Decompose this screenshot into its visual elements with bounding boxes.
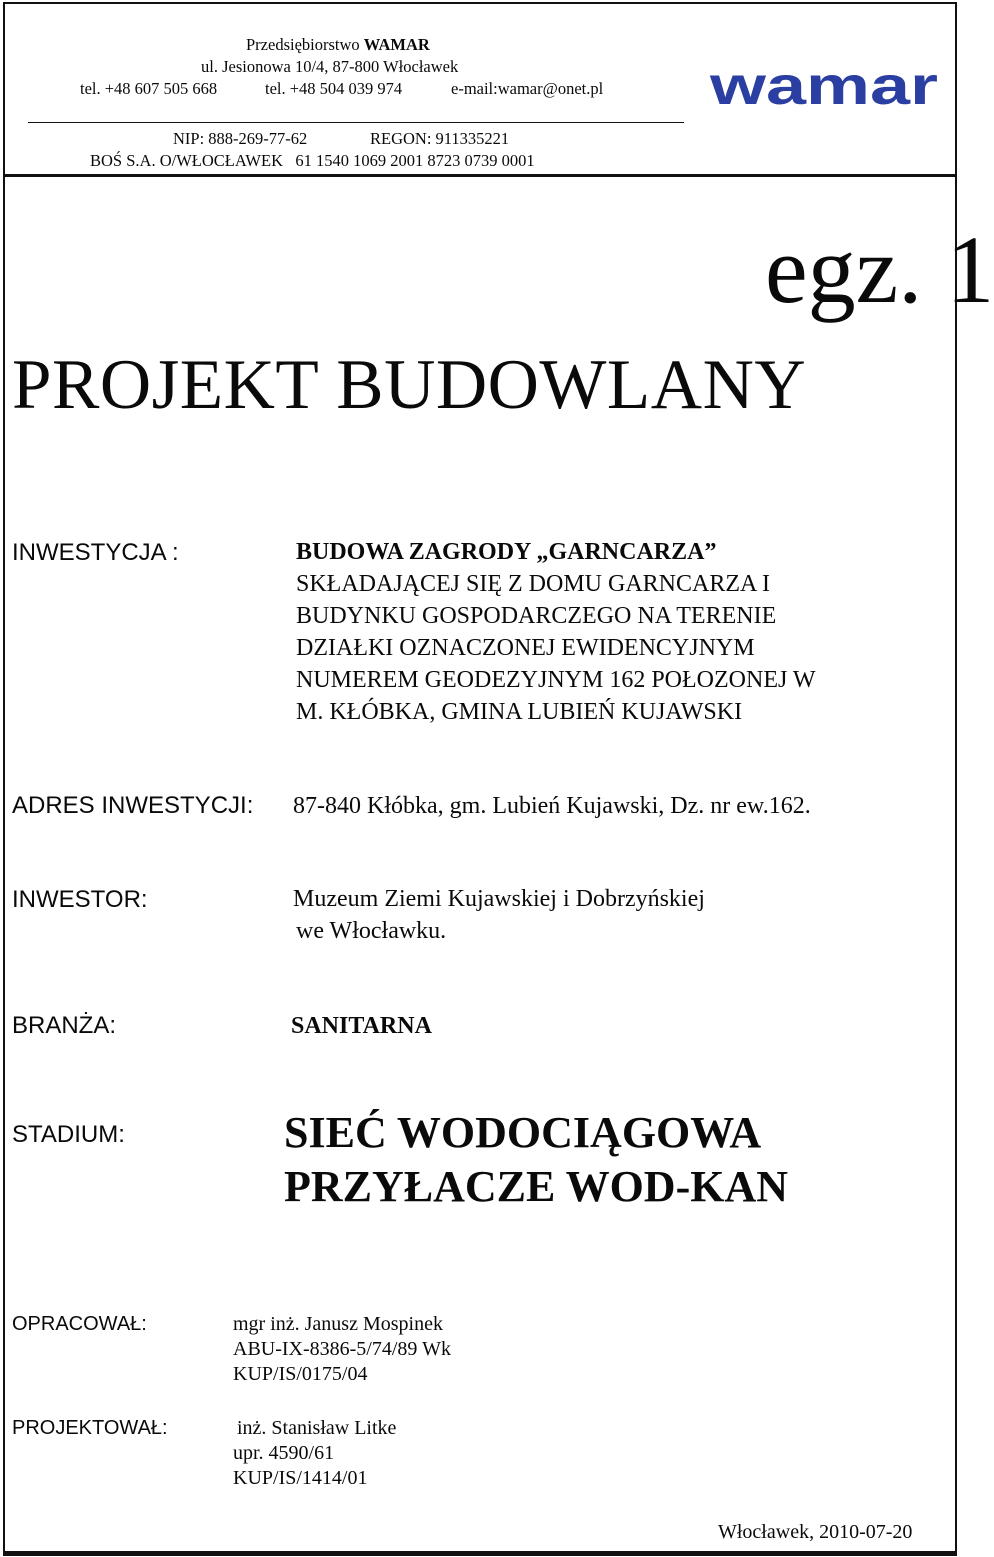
company-brand: WAMAR [363,35,430,54]
inwestycja-description [296,536,816,728]
copy-number: egz. 1 [765,216,994,323]
wamar-logo-graphic [708,56,940,116]
stadium-line: PRZYŁACZE WOD-KAN [284,1162,789,1211]
inwestycja-line: SKŁADAJĄCEJ SIĘ Z DOMU GARNCARZA I [296,571,771,597]
inwestycja-line: M. KŁÓBKA, GMINA LUBIEŃ KUJAWSKI [296,699,743,725]
projektowal-chamber-id: KUP/IS/1414/01 [233,1467,368,1489]
company-email: e-mail:wamar@onet.pl [451,79,604,98]
inwestor-label: INWESTOR: [12,886,148,913]
wamar-logo [708,56,940,116]
inwestycja-line: DZIAŁKI OZNACZONEJ EWIDENCYJNYM [296,635,755,661]
company-prefix: Przedsiębiorstwo [246,35,364,54]
stadium-value [284,1106,788,1214]
header-divider [28,122,684,123]
logo-wordmark: wamar [708,56,938,116]
branza-value: SANITARNA [291,1013,432,1039]
adres-value: 87-840 Kłóbka, gm. Lubień Kujawski, Dz. nr ew.162. [293,793,811,819]
header-bottom-rule [5,174,955,177]
branza-label: BRANŻA: [12,1012,117,1039]
adres-label: ADRES INWESTYCJI: [12,792,254,819]
inwestycja-label: INWESTYCJA : [12,539,179,566]
company-bank-account: BOŚ S.A. O/WŁOCŁAWEK 61 1540 1069 2001 8723 0739 0001 [90,151,535,170]
opracowal-chamber-id: KUP/IS/0175/04 [233,1363,368,1385]
inwestycja-line: BUDYNKU GOSPODARCZEGO NA TERENIE [296,603,777,629]
opracowal-label: OPRACOWAŁ: [12,1313,147,1335]
projektowal-license: upr. 4590/61 [233,1442,335,1464]
place-and-date: Włocławek, 2010-07-20 [718,1521,913,1543]
inwestor-name: Muzeum Ziemi Kujawskiej i Dobrzyńskiej [293,886,705,912]
projektowal-name: inż. Stanisław Litke [237,1417,397,1439]
opracowal-license: ABU-IX-8386-5/74/89 Wk [233,1338,451,1360]
inwestycja-line: NUMEREM GEODEZYJNYM 162 POŁOZONEJ W [296,667,816,693]
company-address: ul. Jesionowa 10/4, 87-800 Włocławek [201,57,459,76]
opracowal-name: mgr inż. Janusz Mospinek [233,1313,443,1335]
stadium-line: SIEĆ WODOCIĄGOWA [284,1108,762,1157]
stadium-label: STADIUM: [12,1121,125,1148]
company-phone-2: tel. +48 504 039 974 [265,79,403,98]
company-name [246,34,430,55]
projektowal-label: PROJEKTOWAŁ: [12,1417,168,1439]
document-title: PROJEKT BUDOWLANY [12,346,807,424]
company-nip: NIP: 888-269-77-62 [173,129,308,148]
company-regon: REGON: 911335221 [370,129,510,148]
company-phone-1: tel. +48 607 505 668 [80,79,218,98]
inwestor-city: we Włocławku. [296,918,447,944]
inwestycja-line: BUDOWA ZAGRODY „GARNCARZA” [296,539,717,565]
